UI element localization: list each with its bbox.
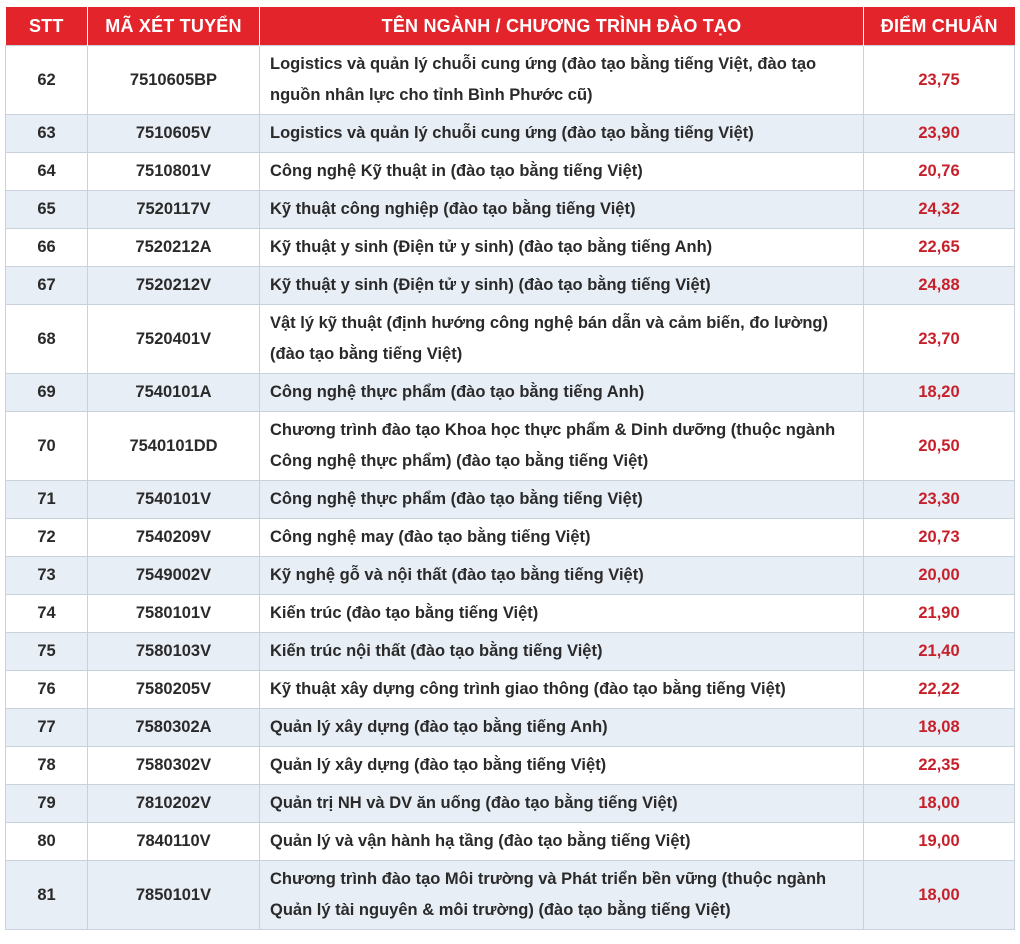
row-name: Logistics và quản lý chuỗi cung ứng (đào tạo bằng tiếng Việt, đào tạo nguồn nhân lực cho tỉnh Bình Phước cũ) xyxy=(260,46,864,115)
row-name: Công nghệ thực phẩm (đào tạo bằng tiếng Anh) xyxy=(260,374,864,412)
table-row xyxy=(6,823,1015,861)
row-name: Quản lý xây dựng (đào tạo bằng tiếng Việt) xyxy=(260,747,864,785)
row-code: 7540209V xyxy=(88,519,260,557)
table-row xyxy=(6,267,1015,305)
table-header xyxy=(6,7,1015,46)
row-stt: 73 xyxy=(6,557,88,595)
row-score: 23,30 xyxy=(864,481,1015,519)
admission-scores-table xyxy=(5,7,1015,930)
row-stt: 81 xyxy=(6,861,88,930)
row-stt: 63 xyxy=(6,115,88,153)
table-row xyxy=(6,785,1015,823)
row-stt: 74 xyxy=(6,595,88,633)
row-score: 23,70 xyxy=(864,305,1015,374)
row-code: 7580101V xyxy=(88,595,260,633)
row-stt: 78 xyxy=(6,747,88,785)
table-row xyxy=(6,519,1015,557)
table-row xyxy=(6,557,1015,595)
row-score: 20,00 xyxy=(864,557,1015,595)
row-score: 20,50 xyxy=(864,412,1015,481)
row-code: 7580302V xyxy=(88,747,260,785)
row-name: Logistics và quản lý chuỗi cung ứng (đào tạo bằng tiếng Việt) xyxy=(260,115,864,153)
row-name: Vật lý kỹ thuật (định hướng công nghệ bán dẫn và cảm biến, đo lường) (đào tạo bằng tiếng Việt) xyxy=(260,305,864,374)
row-name: Kỹ nghệ gỗ và nội thất (đào tạo bằng tiếng Việt) xyxy=(260,557,864,595)
row-code: 7840110V xyxy=(88,823,260,861)
table-row xyxy=(6,412,1015,481)
row-score: 24,32 xyxy=(864,191,1015,229)
row-score: 22,65 xyxy=(864,229,1015,267)
row-stt: 70 xyxy=(6,412,88,481)
row-code: 7850101V xyxy=(88,861,260,930)
row-stt: 66 xyxy=(6,229,88,267)
row-score: 20,76 xyxy=(864,153,1015,191)
row-stt: 79 xyxy=(6,785,88,823)
row-stt: 77 xyxy=(6,709,88,747)
row-stt: 64 xyxy=(6,153,88,191)
table-row xyxy=(6,709,1015,747)
table-row xyxy=(6,633,1015,671)
table-row xyxy=(6,861,1015,930)
table-row xyxy=(6,191,1015,229)
row-score: 24,88 xyxy=(864,267,1015,305)
table-row xyxy=(6,595,1015,633)
row-code: 7540101A xyxy=(88,374,260,412)
table-body xyxy=(6,46,1015,930)
row-code: 7540101V xyxy=(88,481,260,519)
row-code: 7520117V xyxy=(88,191,260,229)
table-row xyxy=(6,671,1015,709)
row-name: Kỹ thuật xây dựng công trình giao thông (đào tạo bằng tiếng Việt) xyxy=(260,671,864,709)
row-name: Kỹ thuật y sinh (Điện tử y sinh) (đào tạo bằng tiếng Việt) xyxy=(260,267,864,305)
row-stt: 69 xyxy=(6,374,88,412)
row-code: 7580103V xyxy=(88,633,260,671)
row-name: Công nghệ may (đào tạo bằng tiếng Việt) xyxy=(260,519,864,557)
row-score: 19,00 xyxy=(864,823,1015,861)
row-code: 7810202V xyxy=(88,785,260,823)
row-stt: 72 xyxy=(6,519,88,557)
row-score: 20,73 xyxy=(864,519,1015,557)
row-score: 18,00 xyxy=(864,785,1015,823)
row-score: 22,35 xyxy=(864,747,1015,785)
table-row xyxy=(6,153,1015,191)
row-name: Chương trình đào tạo Khoa học thực phẩm & Dinh dưỡng (thuộc ngành Công nghệ thực phẩm) (đào tạo bằng tiếng Việt) xyxy=(260,412,864,481)
row-code: 7520212A xyxy=(88,229,260,267)
row-name: Quản trị NH và DV ăn uống (đào tạo bằng tiếng Việt) xyxy=(260,785,864,823)
table-row xyxy=(6,481,1015,519)
table-row xyxy=(6,229,1015,267)
row-stt: 65 xyxy=(6,191,88,229)
row-stt: 68 xyxy=(6,305,88,374)
header-code: MÃ XÉT TUYỂN xyxy=(88,7,260,46)
row-code: 7549002V xyxy=(88,557,260,595)
row-stt: 62 xyxy=(6,46,88,115)
row-code: 7580205V xyxy=(88,671,260,709)
row-code: 7510801V xyxy=(88,153,260,191)
header-score: ĐIỂM CHUẨN xyxy=(864,7,1015,46)
table-row xyxy=(6,747,1015,785)
row-name: Công nghệ Kỹ thuật in (đào tạo bằng tiếng Việt) xyxy=(260,153,864,191)
row-score: 21,90 xyxy=(864,595,1015,633)
row-score: 18,20 xyxy=(864,374,1015,412)
row-code: 7540101DD xyxy=(88,412,260,481)
table-row xyxy=(6,374,1015,412)
row-stt: 67 xyxy=(6,267,88,305)
row-name: Công nghệ thực phẩm (đào tạo bằng tiếng Việt) xyxy=(260,481,864,519)
table-row xyxy=(6,46,1015,115)
row-stt: 76 xyxy=(6,671,88,709)
row-name: Kiến trúc nội thất (đào tạo bằng tiếng Việt) xyxy=(260,633,864,671)
row-name: Chương trình đào tạo Môi trường và Phát triển bền vững (thuộc ngành Quản lý tài nguyên & môi trường) (đào tạo bằng tiếng Việt) xyxy=(260,861,864,930)
row-name: Quản lý và vận hành hạ tầng (đào tạo bằng tiếng Việt) xyxy=(260,823,864,861)
row-score: 21,40 xyxy=(864,633,1015,671)
table-row xyxy=(6,115,1015,153)
header-name: TÊN NGÀNH / CHƯƠNG TRÌNH ĐÀO TẠO xyxy=(260,7,864,46)
row-name: Kiến trúc (đào tạo bằng tiếng Việt) xyxy=(260,595,864,633)
row-stt: 71 xyxy=(6,481,88,519)
row-stt: 80 xyxy=(6,823,88,861)
row-code: 7510605V xyxy=(88,115,260,153)
row-score: 22,22 xyxy=(864,671,1015,709)
table-row xyxy=(6,305,1015,374)
header-stt: STT xyxy=(6,7,88,46)
row-score: 23,90 xyxy=(864,115,1015,153)
row-code: 7520212V xyxy=(88,267,260,305)
row-stt: 75 xyxy=(6,633,88,671)
row-name: Kỹ thuật y sinh (Điện tử y sinh) (đào tạo bằng tiếng Anh) xyxy=(260,229,864,267)
row-code: 7520401V xyxy=(88,305,260,374)
row-name: Quản lý xây dựng (đào tạo bằng tiếng Anh) xyxy=(260,709,864,747)
row-score: 18,00 xyxy=(864,861,1015,930)
row-code: 7580302A xyxy=(88,709,260,747)
row-code: 7510605BP xyxy=(88,46,260,115)
row-score: 18,08 xyxy=(864,709,1015,747)
row-name: Kỹ thuật công nghiệp (đào tạo bằng tiếng Việt) xyxy=(260,191,864,229)
row-score: 23,75 xyxy=(864,46,1015,115)
